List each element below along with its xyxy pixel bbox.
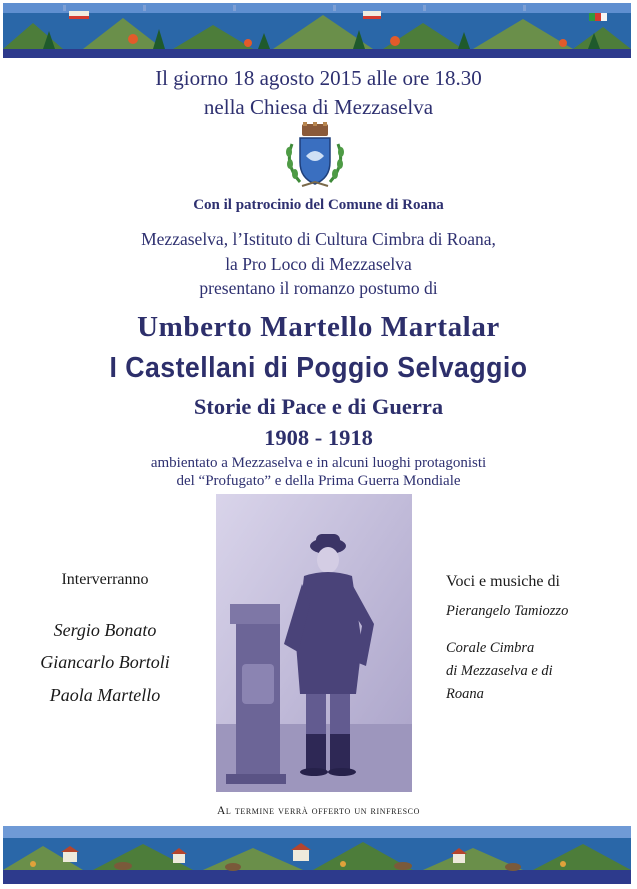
- book-subtitle: Storie di Pace e di Guerra: [193, 394, 444, 419]
- bottom-decorative-band: [3, 826, 631, 884]
- vintage-soldier-photo: [216, 494, 412, 792]
- organizers-line-2: la Pro Loco di Mezzaselva: [225, 254, 412, 274]
- music-label: Voci e musiche di: [446, 573, 560, 590]
- refreshment-footer-note: Al termine verrà offerto un rinfresco: [217, 805, 420, 817]
- event-location-line: nella Chiesa di Mezzaselva: [203, 95, 434, 119]
- book-years: 1908 - 1918: [264, 425, 373, 450]
- book-description-line-1: ambientato a Mezzaselva e in alcuni luoghi protagonisti: [150, 455, 487, 471]
- book-description-line-2: del “Profugato” e della Prima Guerra Mondiale: [176, 473, 461, 489]
- municipal-coat-of-arms-icon: [280, 122, 350, 194]
- patronage-line: Con il patrocinio del Comune di Roana: [193, 197, 444, 213]
- music-performer: Pierangelo Tamiozzo: [446, 603, 569, 619]
- choir-line-2: di Mezzaselva e di: [446, 663, 553, 679]
- event-date-line: Il giorno 18 agosto 2015 alle ore 18.30: [155, 66, 482, 90]
- top-decorative-band: [3, 3, 631, 58]
- organizers-line-1: Mezzaselva, l’Istituto di Cultura Cimbra di Roana,: [141, 229, 496, 249]
- book-author: Umberto Martello Martalar: [137, 311, 500, 343]
- choir-line-3: Roana: [446, 686, 484, 702]
- speaker-name: Paola Martello: [49, 685, 161, 705]
- book-title: I Castellani di Poggio Selvaggio: [109, 352, 528, 384]
- choir-line-1: Corale Cimbra: [446, 640, 535, 656]
- speaker-name: Giancarlo Bortoli: [40, 652, 170, 672]
- speaker-name: Sergio Bonato: [53, 620, 157, 640]
- organizers-line-3: presentano il romanzo postumo di: [199, 278, 438, 298]
- speakers-label: Interverranno: [61, 571, 149, 588]
